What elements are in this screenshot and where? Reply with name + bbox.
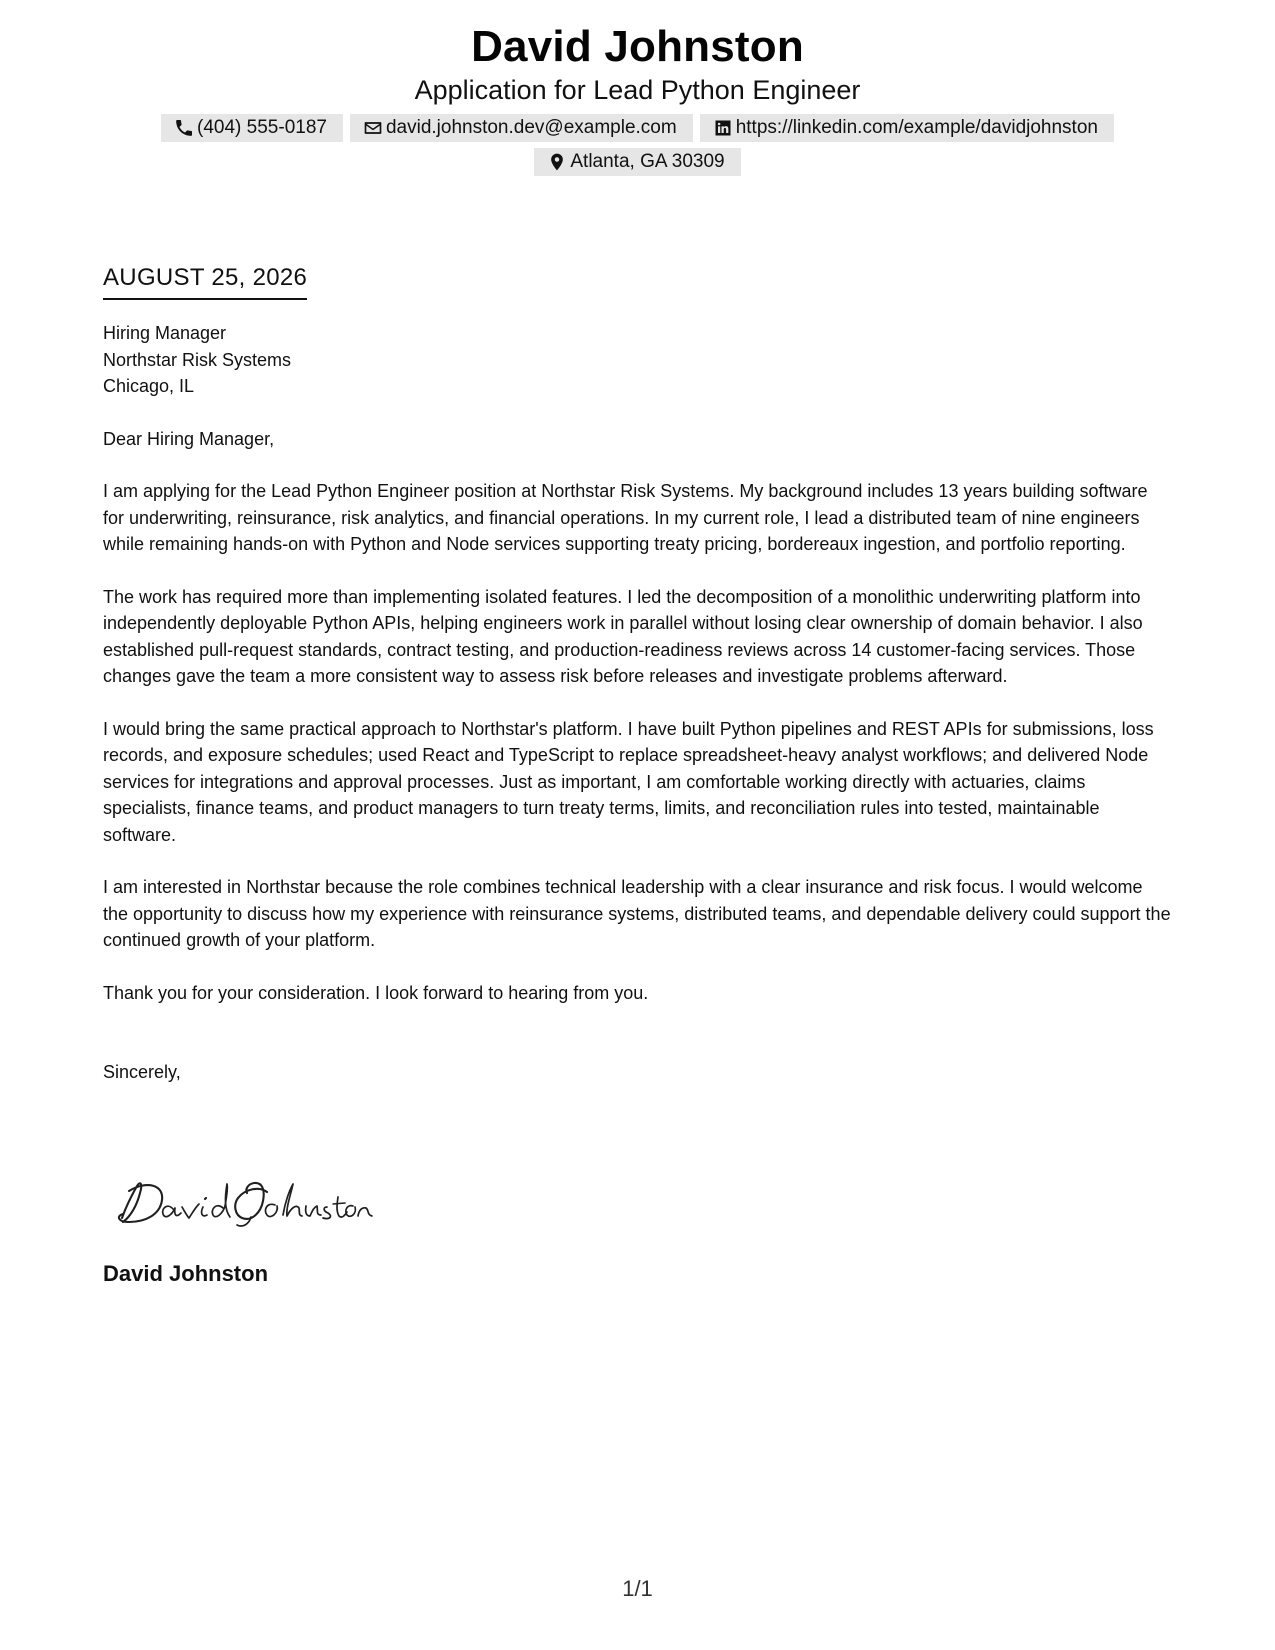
location-contact <box>534 148 740 176</box>
closing: Sincerely, <box>103 1062 181 1082</box>
letter-paragraph-thanks: Thank you for your consideration. I look forward to hearing from you. <box>103 982 649 1003</box>
letter-date: AUGUST 25, 2026 <box>103 262 307 300</box>
recipient-title: Hiring Manager <box>103 323 227 343</box>
linkedin-contact <box>700 114 1114 142</box>
handwritten-signature <box>109 1173 359 1231</box>
phone-contact <box>161 114 343 142</box>
phone-number: (404) 555-0187 <box>197 117 327 138</box>
location-text: Atlanta, GA 30309 <box>570 151 725 172</box>
letter-paragraph-interest: I am interested in Northstar because the role combines technical leadership with a clear insurance and risk focus. I would welcome the opportunity to discuss how my experience with reinsurance systems, distributed teams, and dependable delivery could support the continued growth of your platform. <box>103 877 1171 950</box>
envelope-icon <box>362 117 384 139</box>
linkedin-url: https://linkedin.com/example/davidjohnston <box>735 117 1098 138</box>
salutation: Dear Hiring Manager, <box>103 428 275 449</box>
contact-row-secondary <box>0 148 1275 176</box>
recipient-company: Northstar Risk Systems <box>103 349 292 370</box>
phone-icon <box>173 117 195 139</box>
letter-body <box>103 320 1171 1086</box>
recipient-location: Chicago, IL <box>103 376 195 396</box>
letter-paragraph-introduction: I am applying for the Lead Python Engineer position at Northstar Risk Systems. My background includes 13 years building software for underwriting, reinsurance, risk analytics, and financial operations. In my current role, I lead a distributed team of nine engineers while remaining hands-on with Python and Node services supporting treaty pricing, bordereaux ingestion, and portfolio reporting. <box>103 481 1148 554</box>
letter-header <box>0 18 1275 176</box>
linkedin-icon <box>712 117 734 139</box>
applicant-name: David Johnston <box>471 22 804 71</box>
letter-paragraph-value: I would bring the same practical approach to Northstar's platform. I have built Python pipelines and REST APIs for submissions, loss records, and exposure schedules; used React and TypeScript to replace spreadsheet-heavy analyst workflows; and delivered Node services for integrations and approval processes. Just as important, I am comfortable working directly with actuaries, claims specialists, finance teams, and product managers to turn treaty terms, limits, and reconciliation rules into tested, maintainable software. <box>103 718 1154 845</box>
typed-signature-name: David Johnston <box>103 1261 269 1286</box>
email-address: david.johnston.dev@example.com <box>385 117 677 138</box>
email-contact <box>350 114 693 142</box>
recipient-address <box>103 320 1171 400</box>
letter-date-block <box>103 262 307 300</box>
location-pin-icon <box>546 151 568 173</box>
letter-paragraph-experience: The work has required more than implementing isolated features. I led the decomposition of a monolithic underwriting platform into independently deployable Python APIs, helping engineers work in parallel without losing clear ownership of domain behavior. I also established pull-request standards, contract testing, and production-readiness reviews across 14 customer-facing services. Those changes gave the team a more consistent way to assess risk before releases and investigate problems afterward. <box>103 586 1143 686</box>
application-title: Application for Lead Python Engineer <box>414 75 861 105</box>
page-number: 1/1 <box>622 1576 653 1601</box>
contact-row-primary <box>0 114 1275 142</box>
